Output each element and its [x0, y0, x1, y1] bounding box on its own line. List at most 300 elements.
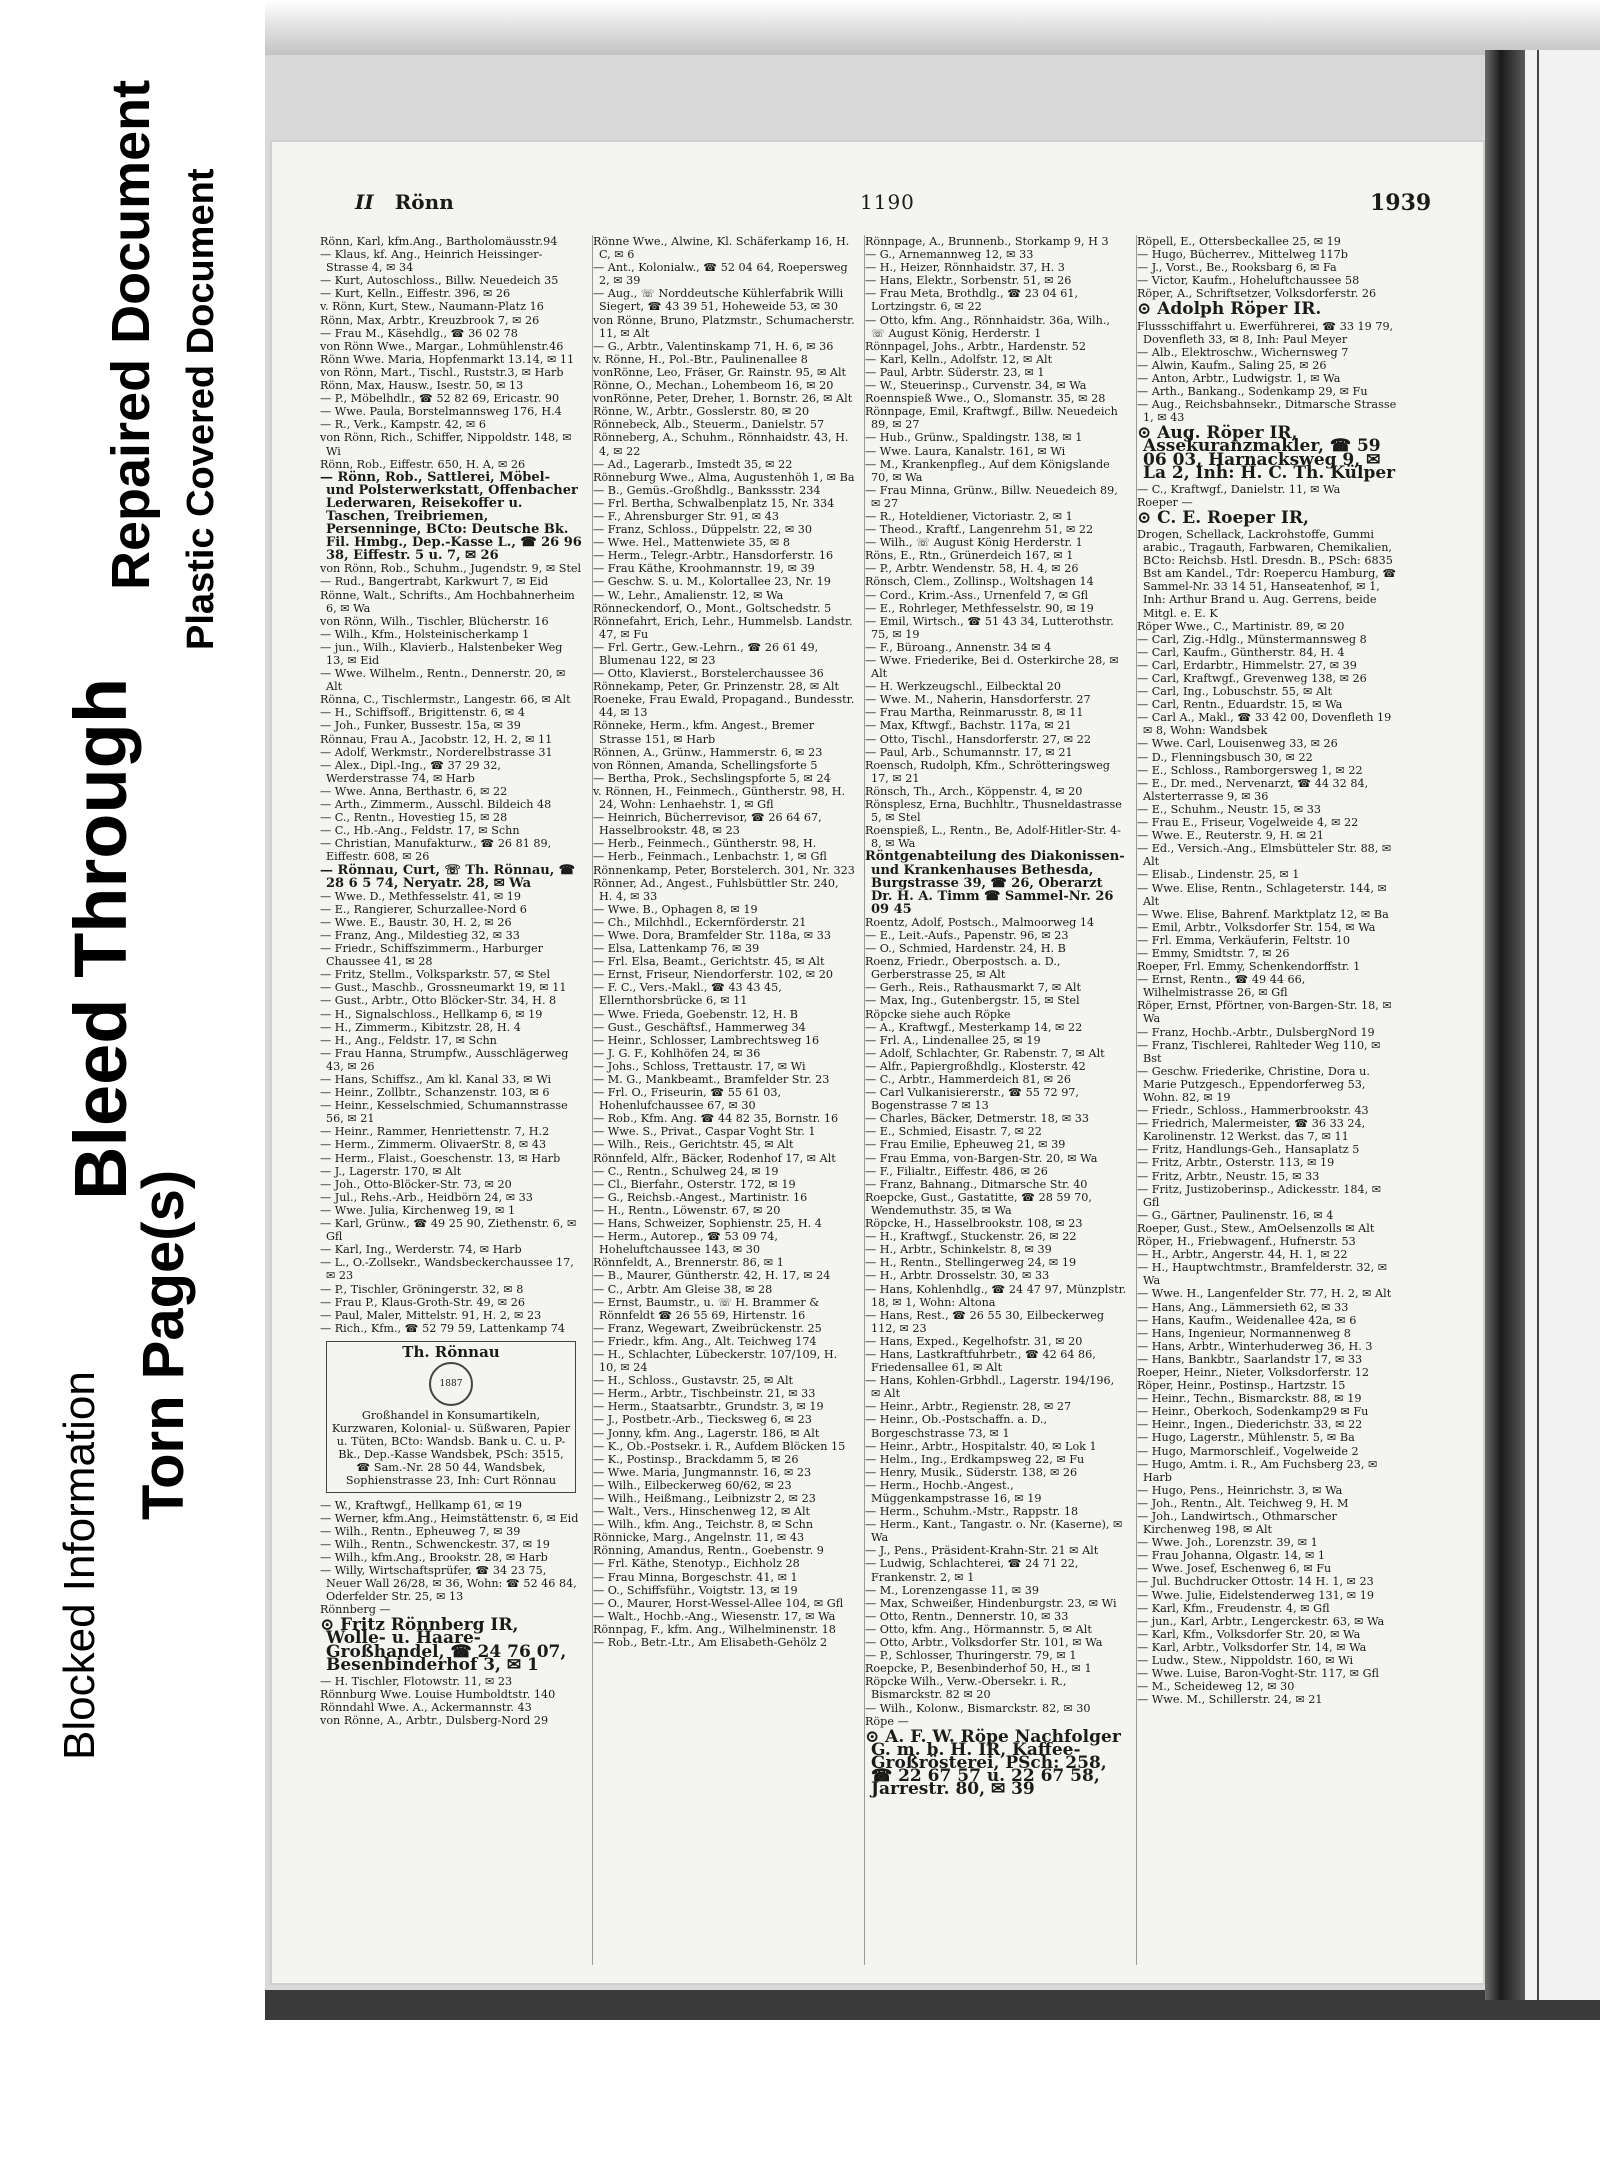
directory-entry: Rönsch, Clem., Zollinsp., Woltshagen 14 — [865, 575, 1094, 589]
directory-entry: — Kurt, Autoschloss., Billw. Neuedeich 35 — [320, 274, 559, 288]
directory-entry: Rönne, Walt., Schrifts., Am Hochbahnerheim 6, ✉ Wa — [320, 588, 575, 615]
directory-entry: Röpcke, H., Hasselbrookstr. 108, ✉ 23 — [865, 1217, 1083, 1231]
directory-entry: — Elsa, Lattenkamp 76, ✉ 39 — [593, 942, 760, 956]
directory-entry: — P., Arbtr. Wendenstr. 58, H. 4, ✉ 26 — [865, 562, 1079, 576]
directory-entry: — Carl, Kraftwgf., Grevenweg 138, ✉ 26 — [1137, 672, 1367, 685]
directory-entry: — Heinrich, Bücherrevisor, ☎ 26 64 67, Hasselbrookstr. 48, ✉ 23 — [593, 811, 822, 838]
directory-entry: — D., Flenningsbusch 30, ✉ 22 — [1137, 750, 1313, 764]
directory-entry: — P., Möbelhdlr., ☎ 52 82 69, Ericastr. 90 — [320, 392, 560, 406]
directory-entry: von Rönne, A., Arbtr., Dulsberg-Nord 29 — [320, 1714, 549, 1728]
directory-entry: — Wilh., Heißmang., Leibnizstr 2, ✉ 23 — [593, 1492, 816, 1505]
directory-entry: — Joh., Funker, Bussestr. 15a, ✉ 39 — [320, 719, 521, 733]
directory-entry: von Rönn, Rob., Schuhm., Jugendstr. 9, ✉ Stel — [320, 562, 582, 576]
directory-entry: Rönn, Karl, kfm.Ang., Bartholomäusstr.94 — [320, 235, 558, 248]
directory-entry: — H., Arbtr., Angerstr. 44, H. 1, ✉ 22 — [1137, 1248, 1348, 1262]
directory-entry: — Otto, Klavierst., Borstelerchaussee 36 — [593, 667, 824, 681]
directory-entry: — Otto, Rentn., Dennerstr. 10, ✉ 33 — [865, 1609, 1069, 1623]
directory-entry: — Otto, kfm. Ang., Rönnhaidstr. 36a, Wilh., ☏ August König, Herderstr. 1 — [865, 313, 1110, 340]
directory-entry: — H. Tischler, Flotowstr. 11, ✉ 23 — [320, 1674, 513, 1688]
directory-entry: — Hans, Schiffsz., Am kl. Kanal 33, ✉ Wi — [320, 1073, 552, 1086]
directory-entry: — K., Ob.-Postsekr. i. R., Aufdem Blöcken 15 — [593, 1439, 846, 1453]
directory-entry: — Hans, Kaufm., Weidenallee 42a, ✉ 6 — [1137, 1313, 1357, 1327]
directory-entry: — Wwe. Julia, Kirchenweg 19, ✉ 1 — [320, 1203, 516, 1217]
directory-entry: — Hans, Schweizer, Sophienstr. 25, H. 4 — [593, 1217, 822, 1231]
directory-entry: — Herm., Hochb.-Angest., Müggenkampstrasse 16, ✉ 19 — [865, 1478, 1042, 1505]
directory-entry: Roeper — — [1137, 495, 1193, 509]
directory-entry: — Wwe. Joh., Lorenzstr. 39, ✉ 1 — [1137, 1536, 1318, 1550]
page-header — [270, 190, 1485, 220]
directory-entry: — H., Heizer, Rönnhaidstr. 37, H. 3 — [865, 261, 1065, 275]
watermark-bleed-through: Bleed Through — [59, 677, 142, 1200]
directory-page — [270, 140, 1485, 1985]
directory-entry: v. Rönn, Kurt, Stew., Naumann-Platz 16 — [320, 300, 544, 314]
directory-entry: — Helm., Ing., Erdkampsweg 22, ✉ Fu — [865, 1452, 1085, 1466]
directory-entry: — Rönn, Rob., Sattlerei, Möbel- und Polsterwerkstatt, Offenbacher Lederwaren, Reisekoffer u. Taschen, Treibriemen, Persenninge, BCto: Deutsche Bk. Fil. Hmbg., Dep.-Kasse L., ☎ 26 96 38, Eiffestr. 5 u. 7, ✉ 26 — [320, 469, 582, 564]
directory-entry: — Herm., Flaist., Goeschenstr. 13, ✉ Harb — [320, 1151, 561, 1165]
directory-entry: — Frau P., Klaus-Groth-Str. 49, ✉ 26 — [320, 1295, 525, 1309]
directory-entry: — Klaus, kf. Ang., Heinrich Heissinger-Strasse 4, ✉ 34 — [320, 248, 543, 275]
directory-entry: — J. G. F., Kohlhöfen 24, ✉ 36 — [593, 1046, 761, 1060]
directory-entry: — Heinr., Kesselschmied, Schumannstrasse 56, ✉ 21 — [320, 1099, 568, 1126]
directory-entry: — O., Schmied, Hardenstr. 24, H. B — [865, 942, 1066, 956]
directory-entry: — Friedr., kfm. Ang., Alt. Teichweg 174 — [593, 1334, 817, 1348]
directory-entry: — E., Rohrleger, Methfesselstr. 90, ✉ 19 — [865, 601, 1094, 615]
directory-entry: — Hugo, Amtm. i. R., Am Fuchsberg 23, ✉ Harb — [1137, 1457, 1378, 1484]
directory-entry: — Frau Minna, Grünw., Billw. Neuedeich 89, ✉ 27 — [865, 483, 1118, 510]
directory-entry: — Hans, Ang., Lämmersieth 62, ✉ 33 — [1137, 1300, 1349, 1314]
directory-entry: — Johs., Schloss, Trettaustr. 17, ✉ Wi — [593, 1059, 806, 1073]
directory-entry: Rönnfeld, Alfr., Bäcker, Rodenhof 17, ✉ Alt — [593, 1151, 836, 1165]
directory-entry: Rönneburg Wwe., Alma, Augustenhöh 1, ✉ Ba — [593, 470, 855, 484]
directory-entry: — M. G., Mankbeamt., Bramfelder Str. 23 — [593, 1073, 830, 1086]
directory-entry: — Karl, Kfm., Freudenstr. 4, ✉ Gfl — [1137, 1601, 1330, 1615]
directory-entry: — Hub., Grünw., Spaldingstr. 138, ✉ 1 — [865, 431, 1083, 445]
directory-entry: Rönnpag, F., kfm. Ang., Wilhelminenstr. 18 — [593, 1622, 836, 1636]
directory-entry: — Wwe. Maria, Jungmannstr. 16, ✉ 23 — [593, 1465, 812, 1479]
directory-entry: — Wilh., kfm. Ang., Teichstr. 8, ✉ Schn — [593, 1518, 814, 1532]
directory-entry: — Wwe. Elise, Bahrenf. Marktplatz 12, ✉ Ba — [1137, 907, 1389, 921]
directory-entry: Roepcke, P., Besenbinderhof 50, H., ✉ 1 — [865, 1662, 1092, 1676]
directory-entry: — Wwe. M., Schillerstr. 24, ✉ 21 — [1137, 1693, 1323, 1707]
directory-entry: — Frau Meta, Brothdlg., ☎ 23 04 61, Lortzingstr. 6, ✉ 22 — [865, 287, 1079, 314]
directory-entry: Rönnfeldt, A., Brennerstr. 86, ✉ 1 — [593, 1256, 784, 1270]
directory-entry: — Hugo, Bücherrev., Mittelweg 117b — [1137, 248, 1348, 262]
directory-entry: Rönnberg — — [320, 1603, 391, 1617]
directory-entry: — Frl. Emma, Verkäuferin, Feltstr. 10 — [1137, 933, 1350, 947]
directory-entry: — H., Zimmerm., Kibitzstr. 28, H. 4 — [320, 1020, 521, 1034]
directory-entry: — Carl, Erdarbtr., Himmelstr. 27, ✉ 39 — [1137, 658, 1357, 672]
watermark-torn-pages: Torn Page(s) — [131, 1169, 196, 1520]
directory-entry: — Carl, Rentn., Eduardstr. 15, ✉ Wa — [1137, 698, 1343, 712]
watermark-plastic-covered: Plastic Covered Document — [180, 168, 222, 650]
directory-entry: — Frau Emilie, Epheuweg 21, ✉ 39 — [865, 1138, 1066, 1152]
directory-entry: Drogen, Schellack, Lackrohstoffe, Gummi arabic., Tragauth, Farbwaren, Chemikalien, BCto: Reichsb. Hstl. Dresdn. B., PSch: 6835 Bst am Kandel., Tdr: Roepercu Hamburg, ☎ Sammel-Nr. 33 14 51, Hanseatenhof, ✉ 1, Inh: Arthur Brand u. Aug. Gerrens, beide Mitgl. e. E. K — [1137, 527, 1397, 620]
directory-entry: v. Rönnen, H., Feinmech., Güntherstr. 98, H. 24, Wohn: Lenhaehstr. 1, ✉ Gfl — [593, 784, 846, 812]
directory-entry: — E., Schmied, Eisastr. 7, ✉ 22 — [865, 1125, 1042, 1139]
directory-entry: Rönneke, Herm., kfm. Angest., Bremer Strasse 151, ✉ Harb — [593, 719, 815, 746]
directory-entry: — F., Ahrensburger Str. 91, ✉ 43 — [593, 509, 779, 523]
directory-entry: Rönne, W., Arbtr., Gosslerstr. 80, ✉ 20 — [593, 405, 810, 419]
directory-entry: — Heinr., Techn., Bismarckstr. 88, ✉ 19 — [1137, 1392, 1362, 1406]
directory-entry: — M., Lorenzengasse 11, ✉ 39 — [865, 1583, 1039, 1597]
directory-entry: — C., Arbtr., Hammerdeich 81, ✉ 26 — [865, 1073, 1071, 1086]
directory-entry: — F., Filialtr., Eiffestr. 486, ✉ 26 — [865, 1164, 1048, 1178]
directory-entry: — Franz, Bahnang., Ditmarsche Str. 40 — [865, 1177, 1088, 1191]
directory-entry: — Cl., Bierfahr., Osterstr. 172, ✉ 19 — [593, 1177, 796, 1191]
directory-entry: — E., Schloss., Ramborgersweg 1, ✉ 22 — [1137, 763, 1363, 777]
directory-entry: von Rönne, Bruno, Platzmstr., Schumacherstr. 11, ✉ Alt — [593, 313, 855, 340]
directory-entry: — Wwe. Dora, Bramfelder Str. 118a, ✉ 33 — [593, 928, 831, 942]
ad-seal-icon: 1887 — [429, 1362, 473, 1406]
directory-entry: Roennspieß Wwe., O., Slomanstr. 35, ✉ 28 — [865, 392, 1106, 406]
directory-entry: — Ernst, Baumstr., u. ☏ H. Brammer & Rönnfeldt ☎ 26 55 69, Hirtenstr. 16 — [593, 1295, 820, 1322]
directory-entry: — Heinr., Rammer, Henriettenstr. 7, H.2 — [320, 1125, 550, 1139]
directory-entry: — Adolf, Werkmstr., Norderelbstrasse 31 — [320, 745, 553, 759]
directory-entry: — Emmy, Smidtstr. 7, ✉ 26 — [1137, 946, 1290, 960]
directory-entry: — Wwe. E., Reuterstr. 9, H. ✉ 21 — [1137, 829, 1324, 843]
directory-entry: — H., Schiffsoff., Brigittenstr. 6, ✉ 4 — [320, 706, 525, 720]
directory-entry: — Franz, Tischlerei, Rahlteder Weg 110, ✉ Bst — [1137, 1038, 1381, 1065]
directory-entry: — H., Rentn., Löwenstr. 67, ✉ 20 — [593, 1203, 781, 1217]
directory-entry: — Friedr., Schiffszimmerm., Harburger Chaussee 41, ✉ 28 — [320, 942, 543, 969]
directory-entry: Rönner, Ad., Angest., Fuhlsbüttler Str. 240, H. 4, ✉ 33 — [593, 876, 839, 903]
directory-entry: — Frl. Gertr., Gew.-Lehrn., ☎ 26 61 49, Blumenau 122, ✉ 23 — [593, 640, 819, 667]
directory-entry: — Wwe. Paula, Borstelmannsweg 176, H.4 — [320, 405, 562, 419]
directory-entry: ⊙ Adolph Röper IR. — [1137, 299, 1322, 320]
directory-entry: — Frl. Käthe, Stenotyp., Eichholz 28 — [593, 1557, 800, 1571]
directory-entry: Rönsplesz, Erna, Buchhltr., Thusneldastrasse 5, ✉ Stel — [865, 798, 1122, 825]
directory-entry: — Jonny, kfm. Ang., Lagerstr. 186, ✉ Alt — [593, 1426, 820, 1440]
directory-entry: — L., O.-Zollsekr., Wandsbeckerchaussee 17, ✉ 23 — [320, 1256, 574, 1283]
directory-entry: — Frau Martha, Reinmarusstr. 8, ✉ 11 — [865, 706, 1084, 720]
header-year: 1939 — [1370, 190, 1432, 216]
directory-entry: — Wwe. H., Langenfelder Str. 77, H. 2, ✉ Alt — [1137, 1287, 1392, 1301]
volume-number: II — [355, 190, 374, 214]
directory-entry: — Alwin, Kaufm., Saling 25, ✉ 26 — [1137, 358, 1327, 372]
directory-entry: — Wwe. Frieda, Goebenstr. 12, H. B — [593, 1007, 798, 1021]
directory-entry: Rönn, Max, Hausw., Isestr. 50, ✉ 13 — [320, 379, 524, 393]
directory-entry: Rönne Wwe., Alwine, Kl. Schäferkamp 16, H. C, ✉ 6 — [593, 235, 850, 262]
directory-entry: von Rönn, Mart., Tischl., Ruststr.3, ✉ Harb — [320, 365, 564, 379]
directory-entry: — Frau Johanna, Olgastr. 14, ✉ 1 — [1137, 1549, 1326, 1563]
directory-entry: — Paul, Arb., Schumannstr. 17, ✉ 21 — [865, 745, 1073, 759]
directory-entry: — Arth., Zimmerm., Ausschl. Bildeich 48 — [320, 798, 552, 812]
directory-entry: Rönneberg, A., Schuhm., Rönnhaidstr. 43, H. 4, ✉ 22 — [593, 431, 849, 458]
directory-entry: — Heinr., Oberkoch, Sodenkamp29 ✉ Fu — [1137, 1405, 1369, 1419]
directory-entry: ⊙ A. F. W. Röpe Nachfolger G. m. b. H. IR, Kaffee-Großrösterei, PSch: 258, ☎ 22 67 57 u. 22 67 58, Jarrestr. 80, ✉ 39 — [865, 1726, 1121, 1800]
directory-entry: — Joh., Otto-Blöcker-Str. 73, ✉ 20 — [320, 1177, 512, 1191]
directory-entry: — Wwe. Carl, Louisenweg 33, ✉ 26 — [1137, 737, 1338, 751]
directory-entry: — Wwe. Hel., Mattenwiete 35, ✉ 8 — [593, 536, 790, 550]
directory-entry: Roensch, Rudolph, Kfm., Schrötteringsweg 17, ✉ 21 — [865, 758, 1110, 785]
directory-entry: Rönn, Max, Arbtr., Kreuzbrook 7, ✉ 26 — [320, 313, 540, 327]
directory-entry: — H., Schloss., Gustavstr. 25, ✉ Alt — [593, 1374, 794, 1388]
directory-entry: — Wwe. E., Baustr. 30, H. 2, ✉ 26 — [320, 915, 512, 929]
directory-entry: — Max, Schweißer, Hindenburgstr. 23, ✉ Wi — [865, 1596, 1117, 1610]
directory-entry: — P., Schlosser, Thuringerstr. 79, ✉ 1 — [865, 1649, 1077, 1663]
directory-entry: Rönnpage, A., Brunnenb., Storkamp 9, H 3 — [865, 235, 1109, 248]
directory-entry: — Franz, Schloss., Düppelstr. 22, ✉ 30 — [593, 523, 813, 537]
header-name: Rönn — [394, 190, 454, 214]
directory-entry: — Heinr., Zollbtr., Schanzenstr. 103, ✉ 6 — [320, 1086, 550, 1100]
directory-entry: — Heinr., Ingen., Diederichstr. 33, ✉ 22 — [1137, 1418, 1363, 1432]
directory-entry: — C., Arbtr. Am Gleise 38, ✉ 28 — [593, 1282, 773, 1296]
directory-entry: — Wwe. S., Privat., Caspar Voght Str. 1 — [593, 1125, 816, 1139]
directory-entry: — B., Gemüs.-Großhdlg., Bankssstr. 234 — [593, 483, 821, 497]
directory-entry: — Carl Vulkanisiererstr., ☎ 55 72 97, Bogenstrasse 7 ✉ 13 — [865, 1086, 1079, 1113]
directory-entry: Rönsch, Th., Arch., Köppenstr. 4, ✉ 20 — [865, 784, 1083, 798]
directory-entry: — Heinr., Arbtr., Hospitalstr. 40, ✉ Lok 1 — [865, 1439, 1097, 1453]
directory-entry: ⊙ Fritz Rönnberg IR, Wolle- u. Haare-Großhandel, ☎ 24 76 07, Besenbinderhof 3, ✉ 1 — [320, 1615, 567, 1675]
directory-entry: Röper Wwe., C., Martinistr. 89, ✉ 20 — [1137, 619, 1345, 633]
directory-entry: — Joh., Landwirtsch., Othmarscher Kirchenweg 198, ✉ Alt — [1137, 1510, 1337, 1537]
directory-entry: — Frl. Elsa, Beamt., Gerichtstr. 45, ✉ Alt — [593, 955, 825, 969]
directory-entry: — Bertha, Prok., Sechslingspforte 5, ✉ 24 — [593, 771, 831, 785]
directory-entry: — F. C., Vers.-Makl., ☎ 43 43 45, Ellernthorsbrücke 6, ✉ 11 — [593, 981, 782, 1008]
directory-entry: — Rob., Betr.-Ltr., Am Elisabeth-Gehölz 2 — [593, 1636, 828, 1650]
directory-entry: — Alex., Dipl.-Ing., ☎ 37 29 32, Werderstrasse 74, ✉ Harb — [320, 758, 501, 785]
directory-entry: — C., Hb.-Ang., Feldstr. 17, ✉ Schn — [320, 824, 520, 838]
directory-entry: Roeper, Heinr., Nieter, Volksdorferstr. 12 — [1137, 1365, 1370, 1379]
directory-entry: von Rönn, Wilh., Tischler, Blücherstr. 16 — [320, 614, 549, 628]
directory-entry: — Wwe. Anna, Berthastr. 6, ✉ 22 — [320, 784, 508, 798]
directory-entry: — Gust., Geschäftsf., Hammerweg 34 — [593, 1020, 806, 1034]
page-number: 1190 — [860, 190, 915, 214]
directory-entry: — J., Vorst., Be., Rooksbarg 6, ✉ Fa — [1137, 261, 1337, 275]
directory-entry: Rönnau, Frau A., Jacobstr. 12, H. 2, ✉ 11 — [320, 732, 553, 746]
directory-entry: — Wwe. Wilhelm., Rentn., Dennerstr. 20, ✉ Alt — [320, 667, 566, 694]
directory-entry: Roenz, Friedr., Oberpostsch. a. D., Gerberstrasse 25, ✉ Alt — [865, 955, 1061, 982]
directory-entry: — O., Schiffsführ., Voigtstr. 13, ✉ 19 — [593, 1583, 798, 1597]
directory-entry: — Frl. Bertha, Schwalbenplatz 15, Nr. 334 — [593, 496, 835, 510]
directory-entry: — Carl A., Makl., ☎ 33 42 00, Dovenfleth 19 ✉ 8, Wohn: Wandsbek — [1137, 711, 1392, 738]
directory-entry: — Karl, Kelln., Adolfstr. 12, ✉ Alt — [865, 352, 1053, 366]
directory-entry: v. Rönne, H., Pol.-Btr., Paulinenallee 8 — [593, 352, 808, 366]
directory-entry: Rönnicke, Marg., Angelnstr. 11, ✉ 43 — [593, 1531, 805, 1545]
directory-entry: — H., Arbtr., Schinkelstr. 8, ✉ 39 — [865, 1243, 1052, 1257]
directory-entry: von Rönnen, Amanda, Schellingsforte 5 — [593, 758, 818, 772]
directory-entry: — Gerh., Reis., Rathausmarkt 7, ✉ Alt — [865, 981, 1081, 995]
directory-entry: — Rob., Kfm. Ang. ☎ 44 82 35, Bornstr. 16 — [593, 1112, 839, 1126]
directory-entry: — G., Reichsb.-Angest., Martinistr. 16 — [593, 1190, 808, 1204]
directory-entry: Roeneke, Frau Ewald, Propagand., Bundesstr. 44, ✉ 13 — [593, 693, 855, 720]
directory-entry: — Wilh., Kolonw., Bismarckstr. 82, ✉ 30 — [865, 1701, 1091, 1715]
directory-entry: ⊙ C. E. Roeper IR, — [1137, 507, 1309, 528]
directory-entry: — Herm., Telegr.-Arbtr., Hansdorferstr. 16 — [593, 549, 834, 563]
directory-entry: Rönnenkamp, Peter, Borstelerch. 301, Nr. 323 — [593, 863, 855, 877]
directory-entry: — H., Hauptwchtmstr., Bramfelderstr. 32, ✉ Wa — [1137, 1261, 1388, 1288]
directory-entry: — Ernst, Friseur, Niendorferstr. 102, ✉ 20 — [593, 968, 833, 982]
directory-entry: — Herm., Autorep., ☎ 53 09 74, Hoheluftchaussee 143, ✉ 30 — [593, 1230, 778, 1257]
directory-entry: — Frau Hanna, Strumpfw., Ausschlägerweg 43, ✉ 26 — [320, 1046, 569, 1073]
watermark-repaired-document: Repaired Document — [101, 79, 161, 590]
directory-entry: — Joh., Rentn., Alt. Teichweg 9, H. M — [1137, 1496, 1349, 1510]
directory-entry: — Hugo, Lagerstr., Mühlenstr. 5, ✉ Ba — [1137, 1431, 1355, 1445]
directory-entry: — Christian, Manufakturw., ☎ 26 81 89, Eiffestr. 608, ✉ 26 — [320, 837, 552, 864]
directory-entry: — Aug., ☏ Norddeutsche Kühlerfabrik Willi Siegert, ☎ 43 39 51, Hoheweide 53, ✉ 30 — [593, 287, 844, 314]
directory-entry: — Frau M., Käsehdlg., ☎ 36 02 78 — [320, 326, 518, 340]
directory-entry: Roentz, Adolf, Postsch., Malmoorweg 14 — [865, 915, 1095, 929]
directory-entry: — Franz, Hochb.-Arbtr., DulsbergNord 19 — [1137, 1025, 1375, 1039]
directory-entry: — Rönnau, Curt, ☏ Th. Rönnau, ☎ 28 6 5 74, Neryatr. 28, ✉ Wa — [320, 862, 575, 891]
directory-entry: — Frl. O., Friseurin, ☎ 55 61 03, Hohenlufchaussee 67, ✉ 30 — [593, 1086, 782, 1113]
directory-entry: Röpe — — [865, 1714, 909, 1728]
directory-entry: — K., Postinsp., Brackdamm 5, ✉ 26 — [593, 1452, 799, 1466]
directory-entry: Roeper, Gust., Stew., AmOelsenzolls ✉ Alt — [1137, 1221, 1375, 1235]
directory-entry: — H., Ang., Feldstr. 17, ✉ Schn — [320, 1033, 497, 1047]
directory-entry: — Alb., Elektroschw., Wichernsweg 7 — [1137, 345, 1349, 359]
directory-entry: Röpcke siehe auch Röpke — [865, 1007, 1011, 1021]
directory-entry: — Wilh., Kfm., Holsteinischerkamp 1 — [320, 627, 530, 641]
directory-entry: — Hans, Ingenieur, Normannenweg 8 — [1137, 1326, 1351, 1340]
directory-entry: — Heinr., Arbtr., Regienstr. 28, ✉ 27 — [865, 1400, 1072, 1414]
directory-entry: — Aug., Reichsbahnsekr., Ditmarsche Strasse 1, ✉ 43 — [1137, 398, 1397, 425]
directory-entry: — Frau Käthe, Kroohmannstr. 19, ✉ 39 — [593, 562, 815, 576]
directory-entry: Rönnpagel, Johs., Arbtr., Hardenstr. 52 — [865, 339, 1087, 353]
book-spine — [1485, 50, 1525, 2000]
directory-entry: — Otto, kfm. Ang., Hörmannstr. 5, ✉ Alt — [865, 1622, 1092, 1636]
directory-entry: — Gust., Arbtr., Otto Blöcker-Str. 34, H. 8 — [320, 994, 557, 1008]
directory-entry: — Henry, Musik., Süderstr. 138, ✉ 26 — [865, 1465, 1078, 1479]
directory-entry: — Ad., Lagerarb., Imstedt 35, ✉ 22 — [593, 457, 793, 471]
directory-entry: vonRönne, Peter, Dreher, 1. Bornstr. 26, ✉ Alt — [593, 392, 853, 406]
directory-entry: — Adolf, Schlachter, Gr. Rabenstr. 7, ✉ Alt — [865, 1046, 1105, 1060]
directory-entry: — Ernst, Rentn., ☎ 49 44 66, Wilhelmistrasse 26, ✉ Gfl — [1137, 973, 1306, 1000]
directory-entry: — Wilh., Rentn., Schwenckestr. 37, ✉ 19 — [320, 1537, 550, 1551]
directory-entry: von Rönn, Rich., Schiffer, Nippoldstr. 148, ✉ Wi — [320, 431, 572, 458]
directory-entry: Rönnekamp, Peter, Gr. Prinzenstr. 28, ✉ Alt — [593, 680, 839, 694]
directory-entry: — Jul., Rehs.-Arb., Heidbörn 24, ✉ 33 — [320, 1190, 533, 1204]
directory-entry: — Fritz, Arbtr., Osterstr. 113, ✉ 19 — [1137, 1156, 1335, 1170]
directory-entry: — J., Lagerstr. 170, ✉ Alt — [320, 1164, 462, 1178]
ad-title: Th. Rönnau — [402, 1342, 500, 1361]
directory-entry: — Jul. Buchdrucker Ottostr. 14 H. 1, ✉ 23 — [1137, 1575, 1374, 1589]
directory-entry: — Victor, Kaufm., Hoheluftchaussee 58 — [1137, 274, 1360, 288]
directory-entry: — Herb., Feinmech., Güntherstr. 98, H. — [593, 837, 817, 851]
directory-entry: — G., Arnemannweg 12, ✉ 33 — [865, 248, 1034, 262]
directory-entry: — Alfr., Papiergroßhdlg., Klosterstr. 42 — [865, 1059, 1086, 1073]
ad-body: Großhandel in Konsumartikeln, Kurzwaren, Kolonial- u. Süßwaren, Papier u. Tüten, BCto: Wandsb. Bank u. C. u. P-Bk., Dep.-Kasse Wandsbek, PSch: 3515, ☎ Sam.-Nr. 28 50 44, Wandsbek, Sophienstrasse 23, Inh: Curt Rönnau — [331, 1408, 571, 1488]
directory-entry: — Max, Kftwgf., Bachstr. 117a, ✉ 21 — [865, 719, 1072, 733]
directory-entry: — Frau Emma, von-Bargen-Str. 20, ✉ Wa — [865, 1151, 1098, 1165]
scan-top-shadow — [265, 0, 1600, 60]
directory-entry: — Otto, Tischl., Hansdorferstr. 27, ✉ 22 — [865, 732, 1091, 746]
directory-entry: Rönnen, A., Grünw., Hammerstr. 6, ✉ 23 — [593, 745, 823, 759]
directory-entry: — J., Postbetr.-Arb., Tiecksweg 6, ✉ 23 — [593, 1413, 812, 1427]
directory-entry: vonRönne, Leo, Fräser, Gr. Rainstr. 95, ✉ Alt — [593, 365, 847, 379]
directory-entry: — Otto, Arbtr., Volksdorfer Str. 101, ✉ Wa — [865, 1636, 1103, 1650]
directory-entry: — jun., Wilh., Klavierb., Halstenbeker Weg 13, ✉ Eid — [320, 640, 563, 667]
directory-entry: Rönn, Rob., Eiffestr. 650, H. A, ✉ 26 — [320, 457, 526, 471]
directory-entry: — Wwe. Julie, Eidelstenderweg 131, ✉ 19 — [1137, 1588, 1374, 1602]
directory-entry: — Hans, Exped., Kegelhofstr. 31, ✉ 20 — [865, 1334, 1083, 1348]
directory-entry: — G., Arbtr., Valentinskamp 71, H. 6, ✉ 36 — [593, 339, 834, 353]
directory-entry: — Wwe. D., Methfesselstr. 41, ✉ 19 — [320, 889, 521, 903]
directory-entry: — Wilh., ☏ August König Herderstr. 1 — [865, 536, 1083, 550]
directory-entry: — W., Kraftwgf., Hellkamp 61, ✉ 19 — [320, 1498, 522, 1512]
column-2 — [592, 235, 855, 1965]
directory-entry: — Hans, Elektr., Sorbenstr. 51, ✉ 26 — [865, 274, 1072, 288]
directory-entry: — Frau Minna, Borgeschstr. 41, ✉ 1 — [593, 1570, 798, 1584]
directory-entry: — Arth., Bankang., Sodenkamp 29, ✉ Fu — [1137, 385, 1368, 399]
directory-entry: — Herm., Staatsarbtr., Grundstr. 3, ✉ 19 — [593, 1400, 824, 1414]
directory-entry: — E., Leit.-Aufs., Papenstr. 96, ✉ 23 — [865, 928, 1069, 942]
directory-entry: — Wwe. Laura, Kanalstr. 161, ✉ Wi — [865, 444, 1066, 458]
directory-entry: Flussschiffahrt u. Ewerführerei, ☎ 33 19 79, Dovenfleth 33, ✉ 8, Inh: Paul Meyer — [1137, 319, 1394, 346]
directory-entry: — H., Rentn., Stellingerweg 24, ✉ 19 — [865, 1256, 1077, 1270]
directory-entry: — C., Rentn., Hovestieg 15, ✉ 28 — [320, 811, 508, 825]
directory-entry: Rönnebeck, Alb., Steuerm., Danielstr. 57 — [593, 418, 825, 432]
directory-entry: — Friedrich, Malermeister, ☎ 36 33 24, Karolinenstr. 12 Werkst. das 7, ✉ 11 — [1137, 1117, 1366, 1144]
directory-entry: — Frau E., Friseur, Vogelweide 4, ✉ 22 — [1137, 816, 1359, 830]
directory-entry: — Frl. A., Lindenallee 25, ✉ 19 — [865, 1033, 1041, 1047]
directory-entry: — Fritz, Stellm., Volksparkstr. 57, ✉ Stel — [320, 968, 551, 982]
directory-entry: — H., Arbtr. Drosselstr. 30, ✉ 33 — [865, 1269, 1050, 1283]
watermark-blocked-information: Blocked Information — [55, 1371, 104, 1760]
directory-entry: — Herb., Feinmach., Lenbachstr. 1, ✉ Gfl — [593, 850, 827, 864]
directory-entry: — R., Verk., Kampstr. 42, ✉ 6 — [320, 418, 486, 432]
directory-entry: — Geschw. S. u. M., Kolortallee 23, Nr. 19 — [593, 575, 831, 589]
directory-entry: — Heinr., Schlosser, Lambrechtsweg 16 — [593, 1033, 820, 1047]
directory-entry: Röpcke Wilh., Verw.-Obersekr. i. R., Bismarckstr. 82 ✉ 20 — [865, 1675, 1067, 1702]
directory-entry: — J., Pens., Präsident-Krahn-Str. 21 ✉ Alt — [865, 1544, 1099, 1558]
facing-page-edge — [1525, 50, 1600, 2000]
directory-entry: — Fritz, Justizoberinsp., Adickesstr. 184, ✉ Gfl — [1137, 1182, 1382, 1209]
directory-entry: — Franz, Wegewart, Zweibrückenstr. 25 — [593, 1321, 822, 1335]
directory-entry: — A., Kraftwgf., Mesterkamp 14, ✉ 22 — [865, 1020, 1083, 1034]
directory-entry: — Rud., Bangertrabt, Karkwurt 7, ✉ Eid — [320, 575, 549, 589]
directory-entry: — Hans, Arbtr., Winterhuderweg 36, H. 3 — [1137, 1339, 1373, 1353]
directory-entry: — Cord., Krim.-Ass., Urnenfeld 7, ✉ Gfl — [865, 588, 1089, 602]
directory-entry: — Werner, kfm.Ang., Heimstättenstr. 6, ✉ Eid — [320, 1511, 579, 1525]
directory-entry: Rönnefahrt, Erich, Lehr., Hummelsb. Landstr. 47, ✉ Fu — [593, 614, 853, 641]
advertisement-box — [326, 1341, 576, 1493]
directory-entry: — Hans, Bankbtr., Saarlandstr 17, ✉ 33 — [1137, 1352, 1363, 1366]
directory-entry: — C., Rentn., Schulweg 24, ✉ 19 — [593, 1164, 779, 1178]
directory-entry: — W., Lehr., Amalienstr. 12, ✉ Wa — [593, 588, 784, 602]
directory-entry: — Gust., Maschb., Grossneumarkt 19, ✉ 11 — [320, 981, 567, 995]
directory-entry: — Carl, Ing., Lobuschstr. 55, ✉ Alt — [1137, 685, 1333, 699]
directory-entry: — H., Schlachter, Lübeckerstr. 107/109, H. 10, ✉ 24 — [593, 1347, 838, 1375]
directory-entry: — Friedr., Schloss., Hammerbrookstr. 43 — [1137, 1104, 1369, 1118]
directory-entry: — Kurt, Kelln., Eiffestr. 396, ✉ 26 — [320, 287, 511, 301]
directory-entry: — M., Krankenpfleg., Auf dem Königslande 70, ✉ Wa — [865, 457, 1110, 484]
directory-entry: Rönndahl Wwe. A., Ackermannstr. 43 — [320, 1700, 532, 1714]
directory-entry: Roenspieß, L., Rentn., Be, Adolf-Hitler-Str. 4-8, ✉ Wa — [865, 824, 1121, 851]
column-4 — [1136, 235, 1399, 1965]
directory-entry: — O., Maurer, Horst-Wessel-Allee 104, ✉ Gfl — [593, 1596, 844, 1610]
directory-entry: — Fritz, Handlungs-Geh., Hansaplatz 5 — [1137, 1143, 1360, 1157]
directory-entry: — Paul, Maler, Mittelstr. 91, H. 2, ✉ 23 — [320, 1308, 542, 1322]
directory-entry: — G., Gärtner, Paulinenstr. 16, ✉ 4 — [1137, 1208, 1334, 1222]
directory-entry: — Ch., Milchhdl., Eckernförderstr. 21 — [593, 915, 807, 929]
directory-entry: — Ant., Kolonialw., ☎ 52 04 64, Roepersweg 2, ✉ 39 — [593, 261, 848, 288]
directory-entry: — Elisab., Lindenstr. 25, ✉ 1 — [1137, 868, 1300, 882]
directory-entry: Roeper, Frl. Emmy, Schenkendorffstr. 1 — [1137, 960, 1361, 974]
directory-entry: Röntgenabteilung des Diakonissen- und Krankenhauses Bethesda, Burgstrasse 39, ☎ 26, Oberarzt Dr. H. A. Timm ☎ Sammel-Nr. 26 09 45 — [865, 849, 1125, 917]
directory-entry: — Wwe. M., Naherin, Hansdorferstr. 27 — [865, 693, 1091, 707]
directory-entry: Röper, Ernst, Pförtner, von-Bargen-Str. 18, ✉ Wa — [1137, 999, 1392, 1026]
directory-entry: — Carl, Zig.-Hdlg., Münstermannsweg 8 — [1137, 632, 1367, 646]
directory-entry: — Hugo, Pens., Heinrichstr. 3, ✉ Wa — [1137, 1483, 1343, 1497]
directory-entry: — Max, Ing., Gutenbergstr. 15, ✉ Stel — [865, 994, 1080, 1008]
directory-entry: Rönneckendorf, O., Mont., Goltschedstr. 5 — [593, 601, 832, 615]
directory-entry: — Theod., Kraftf., Langenrehm 51, ✉ 22 — [865, 523, 1094, 537]
directory-entry: — Wilh., kfm.Ang., Brookstr. 28, ✉ Harb — [320, 1550, 548, 1564]
column-1 — [320, 235, 582, 1965]
directory-entry: — Herm., Kant., Tangastr. o. Nr. (Kaserne), ✉ Wa — [865, 1518, 1123, 1545]
directory-entry: — Walt., Hochb.-Ang., Wiesenstr. 17, ✉ Wa — [593, 1609, 836, 1623]
